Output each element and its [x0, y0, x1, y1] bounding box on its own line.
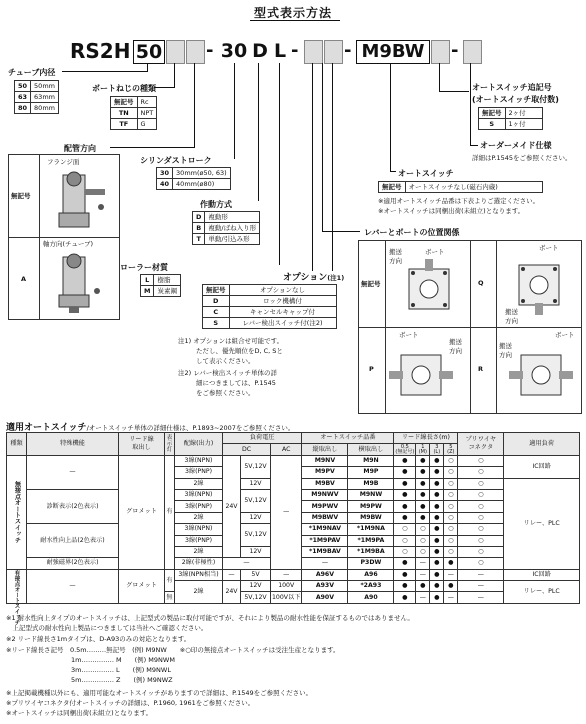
rrow0-wiring: 3線(NPN相当)	[175, 569, 223, 580]
note-1: 上記型式の耐水性向上製品につきましては当社へご確認ください。	[6, 624, 208, 632]
lever-port-0: ボート	[425, 248, 445, 256]
row5-horiz: M9BW	[348, 512, 394, 523]
code-switch: M9BW	[356, 40, 430, 64]
row7-l5: ○	[444, 535, 458, 546]
row3-horiz: M9NW	[348, 489, 394, 500]
row0-pre: ○	[458, 455, 504, 466]
row6-l05: ○	[394, 524, 416, 535]
note-5: 3m…………… L (例) M9NWL	[6, 666, 171, 674]
option-note-1: ただし、優先順位をD, C, Sと	[196, 347, 283, 355]
roller-val-M: 炭素鋼	[154, 286, 181, 297]
row5-pre: ○	[458, 512, 504, 523]
rrow0-vert: A96V	[302, 569, 348, 580]
lever-code-P: P	[369, 365, 374, 373]
order-note: 詳細はP.1545をご参照ください。	[472, 154, 572, 162]
row0-dc: 5V,12V	[241, 455, 271, 478]
line-roller	[279, 63, 280, 265]
row2-l05: ●	[394, 478, 416, 489]
action-val-D: 複動形	[205, 212, 260, 223]
swqty-val-0: 2ヶ付	[505, 108, 542, 119]
row0-vert: M9NV	[302, 455, 348, 466]
line-lever	[322, 63, 323, 231]
row2-l5: ○	[444, 478, 458, 489]
lever-diagram-p	[389, 345, 453, 405]
hdr-l3: 3 (L)	[430, 444, 444, 455]
rrow2-horiz: A90	[348, 592, 394, 603]
hdr-l05: 0.5 (無記号)	[395, 443, 415, 455]
stroke-val-30: 30mm(ø50, 63)	[173, 168, 231, 179]
rrow1-wiring: 2線	[175, 581, 223, 604]
hdr-load: 適用負荷	[504, 433, 580, 456]
row0-l3: ●	[430, 455, 444, 466]
hdr-light: 表示灯	[165, 433, 175, 456]
thread-code-0: 無記号	[111, 97, 138, 108]
row1-vert: M9PV	[302, 467, 348, 478]
line-stroke	[234, 63, 235, 159]
action-code-T: T	[193, 234, 205, 245]
row2-l3: ●	[430, 478, 444, 489]
thread-val-0: Rc	[137, 97, 157, 108]
solid-ac: —	[271, 455, 302, 569]
rrow1-pre: —	[458, 581, 504, 592]
piping-label: 配管方向	[64, 144, 96, 153]
row2-pre: ○	[458, 478, 504, 489]
app-title: 適用オートスイッチ/オートスイッチ単体の詳細仕様は、P.1893~2007をご参照ください。	[6, 423, 295, 433]
tube-val-63: 63mm	[31, 92, 59, 103]
lever-port-P: ボート	[399, 331, 419, 339]
lever-table	[358, 240, 582, 414]
row2-vert: M9BV	[302, 478, 348, 489]
line-option2	[332, 63, 333, 271]
line-thread-h	[154, 87, 175, 88]
row9-l1: —	[416, 558, 430, 569]
row3-dc: 5V,12V	[241, 489, 271, 512]
code-swqty-box	[431, 40, 450, 64]
thread-code-2: TF	[111, 119, 138, 130]
thread-code-1: TN	[111, 108, 138, 119]
option-note-4: 細につきましては、P.1545	[196, 379, 276, 387]
row0-l1: ●	[416, 455, 430, 466]
row1-horiz: M9P	[348, 467, 394, 478]
row8-dc: 12V	[241, 546, 271, 557]
row3-l3: ●	[430, 489, 444, 500]
order-label: オーダーメイド仕様	[480, 141, 552, 150]
row1-pre: ○	[458, 467, 504, 478]
row2-l1: ●	[416, 478, 430, 489]
row5-l5: ○	[444, 512, 458, 523]
rrow1-horiz: *2A93	[348, 581, 394, 592]
piping-code-0: 無記号	[11, 192, 31, 200]
rrow0-l5: —	[444, 569, 458, 580]
row6-vert: *1M9NAV	[302, 524, 348, 535]
line-swqty-h	[439, 91, 469, 92]
row3-l1: ●	[416, 489, 430, 500]
rrow0-l1: —	[416, 569, 430, 580]
tube-code-80: 80	[15, 103, 31, 114]
swqty-label: オートスイッチ追記号	[472, 83, 552, 92]
row0-load: IC回路	[504, 455, 580, 478]
row6-pre: ○	[458, 524, 504, 535]
code-thread-box	[166, 40, 185, 64]
hdr-ac: AC	[271, 444, 302, 455]
rrow1-l3: ●	[430, 581, 444, 592]
line-piping-h	[110, 147, 195, 148]
row7-horiz: *1M9PA	[348, 535, 394, 546]
reed-light-yes: 有	[165, 569, 175, 592]
lever-port-Q: ボート	[539, 244, 559, 252]
note-0: ※1 耐水性向上タイプのオートスイッチは、上記型式の製品に取付可能ですが、それにより製品の耐水性能を保証するものではありません。	[6, 614, 414, 622]
rrow0-l3: ●	[430, 569, 444, 580]
stroke-label: シリンダストローク	[140, 156, 212, 165]
row6-dc: 5V,12V	[241, 524, 271, 547]
line-order	[470, 63, 471, 145]
row3-pre: ○	[458, 489, 504, 500]
autosw-code-0: 無記号	[379, 182, 406, 193]
row3-l5: ○	[444, 489, 458, 500]
option-note-2: して表示ください。	[196, 357, 255, 365]
row2-wiring: 2線	[175, 478, 223, 489]
line-autosw	[390, 63, 391, 171]
rrow1-l5: ●	[444, 581, 458, 592]
rrow1-dc: 24V	[223, 581, 241, 604]
lever-carry-R: 搬送 方向	[499, 342, 512, 359]
action-val-B: 複動/ばね入り形	[205, 223, 260, 234]
piping-desc-0: フランジ面	[47, 158, 80, 166]
option-label: オプション(注1)	[283, 273, 345, 283]
hdr-len: リード線長さ(m)	[394, 433, 458, 444]
row8-l5: ○	[444, 546, 458, 557]
row1-l3: ●	[430, 467, 444, 478]
line-autosw-h	[390, 171, 396, 172]
lever-diagram-q	[509, 255, 569, 315]
row9-vert: —	[302, 558, 348, 569]
row7-l3: ●	[430, 535, 444, 546]
rrow2-l5: —	[444, 592, 458, 603]
row5-dc: 12V	[241, 512, 271, 523]
tube-code-50: 50	[15, 81, 31, 92]
hdr-horiz: 横取出し	[348, 444, 394, 455]
reed-func: —	[27, 569, 119, 603]
row8-vert: *1M9BAV	[302, 546, 348, 557]
row0-func: —	[27, 455, 119, 489]
row2-dc: 12V	[241, 478, 271, 489]
hdr-func: 特殊機能	[27, 433, 119, 456]
row2-horiz: M9B	[348, 478, 394, 489]
autosw-note-0: ※適用オートスイッチ品番は下表よりご選定ください。	[378, 197, 540, 205]
rrow2-pre: —	[458, 592, 504, 603]
rrow2-dc2: 5V,12V	[241, 592, 271, 603]
code-option-box-2	[324, 40, 343, 64]
solid-relay: リレー、PLC	[504, 478, 580, 569]
row7-wiring: 3線(PNP)	[175, 535, 223, 546]
row5-vert: M9BWV	[302, 512, 348, 523]
reed-kind: 有接点オートスイッチ	[7, 569, 27, 603]
cylinder-flange-illustration	[49, 169, 111, 233]
option-val-C: キャンセルキャップ付	[229, 307, 336, 318]
row1-wiring: 3線(PNP)	[175, 467, 223, 478]
code-piping-box	[186, 40, 205, 64]
code-bore: 50	[133, 40, 165, 64]
thread-val-2: G	[137, 119, 157, 130]
row6-l1: ○	[416, 524, 430, 535]
hdr-lead: リード線 取出し	[119, 433, 165, 456]
row5-wiring: 2線	[175, 512, 223, 523]
option-code-C: C	[203, 307, 230, 318]
hdr-l1: 1 (M)	[416, 444, 430, 455]
hdr-pre: プリワイヤ コネクタ	[458, 433, 504, 456]
note-3: ※リード線長さ記号 0.5m………無記号 (例) M9NW ※○印の無接点オートスイッチは受注生産となります。	[6, 646, 340, 654]
lever-carry-Q: 搬送 方向	[505, 308, 518, 325]
rrow0-load: IC回路	[504, 569, 580, 580]
row9-dc: —	[223, 558, 271, 569]
tube-label: チューブ内径	[8, 68, 56, 77]
rrow2-l1: —	[416, 592, 430, 603]
solid-grommet: グロメット	[119, 455, 165, 569]
rrow0-horiz: A96	[348, 569, 394, 580]
autosw-val-0: オートスイッチなし(磁石内蔵)	[405, 182, 542, 193]
hdr-part: オートスイッチ品番	[302, 433, 394, 444]
row1-l5: ○	[444, 467, 458, 478]
row3-vert: M9NWV	[302, 489, 348, 500]
hdr-wiring: 配線(出力)	[175, 433, 223, 456]
note-2: ※2 リード線長さ1mタイプは、D-A93のみの対応となります。	[6, 635, 191, 643]
rrow0-dc: —	[223, 569, 241, 580]
line-order-h	[470, 145, 478, 146]
page-title: 型式表示方法	[253, 6, 332, 20]
note-6: 5m…………… Z (例) M9NWZ	[6, 676, 173, 684]
row8-pre: ○	[458, 546, 504, 557]
row6-horiz: *1M9NA	[348, 524, 394, 535]
line-lever-h	[322, 231, 360, 232]
note-7: ※上記掲載機種以外にも、適用可能なオートスイッチがありますので詳細は、P.1549をご参照ください。	[6, 689, 313, 697]
hdr-l5: 5 (Z)	[444, 444, 458, 455]
tube-val-50: 50mm	[31, 81, 59, 92]
row3-wiring: 3線(NPN)	[175, 489, 223, 500]
autosw-label: オートスイッチ	[398, 169, 454, 178]
rrow2-ac: 100V以下	[271, 592, 302, 603]
solid-kind: 無接点オートスイッチ	[7, 455, 27, 569]
code-prefix: RS2H	[70, 39, 131, 63]
code-action: D	[252, 40, 268, 62]
code-roller: L	[271, 40, 289, 62]
code-dash-4: -	[451, 40, 459, 61]
rrow1-vert: A93V	[302, 581, 348, 592]
row4-horiz: M9PW	[348, 501, 394, 512]
tube-val-80: 80mm	[31, 103, 59, 114]
swqty-val-S: 1ヶ付	[505, 119, 542, 130]
option-val-D: ロック機構付	[229, 296, 336, 307]
rrow0-dc2: 5V	[241, 569, 271, 580]
line-piping	[194, 63, 195, 147]
row8-l3: ●	[430, 546, 444, 557]
swqty-code-0: 無記号	[479, 108, 506, 119]
row6-func: 耐水性向上品(2色表示)	[27, 524, 119, 558]
row9-l3: ●	[430, 558, 444, 569]
stroke-val-40: 40mm(ø80)	[173, 179, 231, 190]
roller-code-L: L	[141, 275, 154, 286]
autosw-note-1: ※オートスイッチは同梱出荷(未組立)となります。	[378, 207, 525, 215]
rrow1-ac: 100V	[271, 581, 302, 592]
rrow0-l05: ●	[394, 569, 416, 580]
hdr-voltage: 負荷電圧	[223, 433, 302, 444]
lever-code-0: 無記号	[361, 280, 381, 288]
lever-carry-0: 搬送 方向	[389, 248, 402, 265]
row4-vert: M9PWV	[302, 501, 348, 512]
note-9: ※オートスイッチは同梱出荷(未組立)となります。	[6, 709, 153, 717]
option-code-D: D	[203, 296, 230, 307]
action-code-B: B	[193, 223, 205, 234]
line-option	[312, 63, 313, 271]
option-note-5: をご参照ください。	[196, 389, 255, 397]
option-code-S: S	[203, 318, 230, 329]
row7-l1: ○	[416, 535, 430, 546]
row8-l05: ○	[394, 546, 416, 557]
row8-horiz: *1M9BA	[348, 546, 394, 557]
hdr-dc: DC	[223, 444, 271, 455]
row9-wiring: 2線(非極性)	[175, 558, 223, 569]
row9-horiz: P3DW	[348, 558, 394, 569]
row4-pre: ○	[458, 501, 504, 512]
lever-code-R: R	[478, 365, 484, 373]
row4-l5: ○	[444, 501, 458, 512]
row0-l5: ○	[444, 455, 458, 466]
rrow1-l05: ●	[394, 581, 416, 592]
row5-l05: ●	[394, 512, 416, 523]
roller-label: ローラー材質	[120, 263, 168, 272]
row9-func: 耐強磁界(2色表示)	[27, 558, 119, 569]
row5-l3: ●	[430, 512, 444, 523]
lever-diagram-default	[399, 259, 459, 319]
row0-horiz: M9N	[348, 455, 394, 466]
row9-l05: ●	[394, 558, 416, 569]
row6-l5: ○	[444, 524, 458, 535]
code-dash-2: -	[291, 40, 299, 61]
row9-pre: ○	[458, 558, 504, 569]
code-dash-3: -	[344, 40, 352, 61]
rrow2-l3: ●	[430, 592, 444, 603]
option-note-3: 注2) レバー検出スイッチ単体の詳	[178, 369, 278, 377]
lever-label: レバーとボートの位置関係	[364, 228, 460, 237]
row4-wiring: 3線(PNP)	[175, 501, 223, 512]
option-val-0: オプションなし	[229, 285, 336, 296]
row8-wiring: 2線	[175, 546, 223, 557]
line-swqty	[439, 63, 440, 91]
thread-label: ボートねじの種類	[92, 84, 156, 93]
row9-l5: ●	[444, 558, 458, 569]
rrow1-l1: ●	[416, 581, 430, 592]
lever-code-Q: Q	[478, 279, 484, 287]
row0-wiring: 3線(NPN)	[175, 455, 223, 466]
line-bore	[147, 63, 148, 71]
line-bore-h	[62, 71, 148, 72]
action-val-T: 単動/引込み形	[205, 234, 260, 245]
action-code-D: D	[193, 212, 205, 223]
thread-val-1: NPT	[137, 108, 157, 119]
code-order-box	[463, 40, 482, 64]
line-action	[258, 63, 259, 201]
reed-grommet: グロメット	[119, 569, 165, 603]
solid-light: 有	[165, 455, 175, 569]
option-code-0: 無記号	[203, 285, 230, 296]
rrow1-load: リレー、PLC	[504, 581, 580, 604]
rrow2-l05: ●	[394, 592, 416, 603]
row5-l1: ●	[416, 512, 430, 523]
lever-carry-P: 搬送 方向	[449, 338, 462, 355]
rrow0-ac: —	[271, 569, 302, 580]
row8-l1: ○	[416, 546, 430, 557]
lever-port-R: ボート	[555, 331, 575, 339]
row7-l05: ○	[394, 535, 416, 546]
solid-24v: 24V	[223, 455, 241, 558]
piping-code-1: A	[21, 275, 27, 283]
row7-pre: ○	[458, 535, 504, 546]
option-val-S: レバー検出スイッチ付(注2)	[229, 318, 336, 329]
stroke-code-40: 40	[157, 179, 173, 190]
action-label: 作動方式	[200, 200, 232, 209]
row4-l05: ●	[394, 501, 416, 512]
row6-l3: ●	[430, 524, 444, 535]
hdr-kind: 種類	[7, 433, 27, 456]
rrow0-pre: —	[458, 569, 504, 580]
option-note-0: 注1) オプションは組合せ可能です。	[178, 337, 284, 345]
rrow1-dc2: 12V	[241, 581, 271, 592]
row6-wiring: 3線(NPN)	[175, 524, 223, 535]
hdr-vert: 縦取出し	[302, 444, 348, 455]
row3-l05: ●	[394, 489, 416, 500]
row1-l05: ●	[394, 467, 416, 478]
tube-code-63: 63	[15, 92, 31, 103]
roller-code-M: M	[141, 286, 154, 297]
roller-val-L: 樹脂	[154, 275, 181, 286]
line-thread	[174, 63, 175, 87]
swqty-sub: (オートスイッチ取付数)	[472, 95, 559, 104]
code-stroke: 30	[220, 40, 248, 62]
lever-diagram-r	[509, 345, 573, 405]
rrow2-vert: A90V	[302, 592, 348, 603]
row0-l05: ●	[394, 455, 416, 466]
code-dash-1: -	[206, 40, 214, 61]
row4-l1: ●	[416, 501, 430, 512]
stroke-code-30: 30	[157, 168, 173, 179]
row3-func: 診断表示(2色表示)	[27, 489, 119, 523]
piping-desc-1: 軸方向(チューブ)	[43, 240, 94, 248]
title-underline	[250, 20, 340, 21]
code-option-box-1	[304, 40, 323, 64]
row1-l1: ●	[416, 467, 430, 478]
cylinder-axial-illustration	[49, 251, 111, 315]
reed-light-no: 無	[165, 592, 175, 603]
note-8: ※プリワイヤコネクタ付オートスイッチの詳細は、P.1960, 1961をご参照ください。	[6, 699, 255, 707]
note-4: 1m…………… M (例) M9NWM	[6, 656, 175, 664]
piping-table	[8, 154, 120, 320]
swqty-code-S: S	[479, 119, 506, 130]
row7-vert: *1M9PAV	[302, 535, 348, 546]
row4-l3: ●	[430, 501, 444, 512]
